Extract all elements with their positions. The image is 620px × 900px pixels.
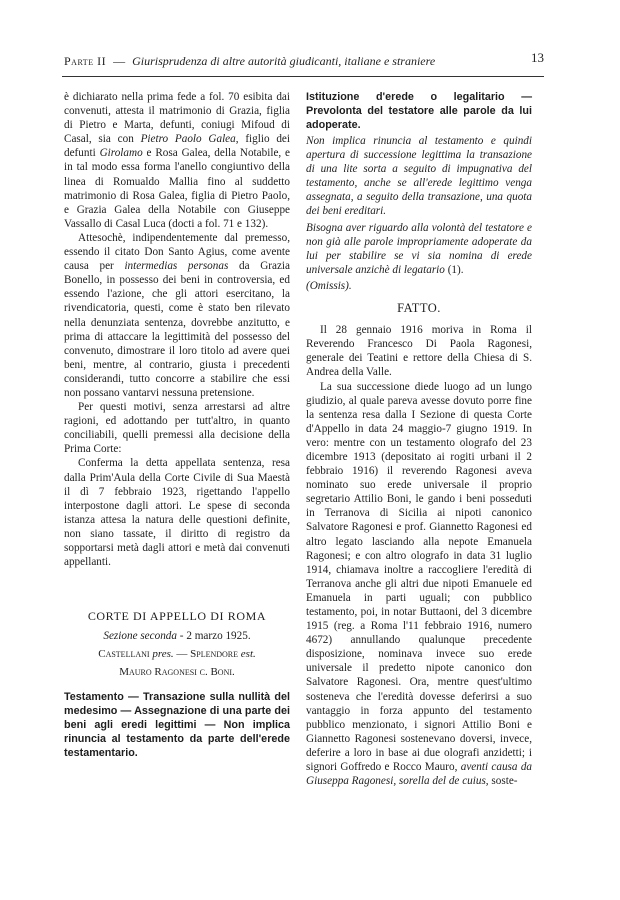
paragraph: Il 28 gennaio 1916 moriva in Roma il Reverendo Francesco Di Paola Ragonesi, generale dei Teatini e rettore della Chiesa di S. Andrea della Valle. [306,324,532,379]
maxim-paragraph: Non implica rinuncia al testamento e quindi apertura di successione legittima la transazione di una lite sorta a seguito di impugnativa del testamento, anche se all'erede legittimo venga assegnata, a seguito della transazione, una quota dei beni ereditari. [306,135,532,218]
session-line: Sezione seconda - 2 marzo 1925. [103,630,251,643]
paragraph: Conferma la detta appellata sentenza, resa dalla Prim'Aula della Corte Civile di Sua Maestà il dì 7 febbraio 1923, rigettando l'appello interpostone dagli attori. Le spese di seconda istanza attesa la natura delle questioni definite, non siano tassate, il diritto di registro da sopportarsi metà dagli attori e metà dai convenuti appellanti. [64,457,290,569]
page-number: 13 [531,50,544,65]
case-parties: Mauro Ragonesi c. Boni. [119,666,235,679]
paragraph: La sua successione diede luogo ad un lungo giudizio, al quale pareva avesse dovuto porre fine la sentenza resa dalla I Sezione di questa Corte d'Appello in data 24 maggio-7 giugno 1919. In vero: mentre con un testamento olografo del 23 dicembre 1913 (depositato ai rogiti urbani il 2 febbraio 1916) il reverendo Ragonesi aveva nominato suo erede universale il proprio segretario Attilio Boni, le gando i beni posseduti in Terranova di Sicilia ai nipoti canonico Salvatore Ragonesi e prof. Giannetto Ragonesi ed altro legato lasciando alla nepote Emanuela Ragonesi; e con altro olografo in data 31 luglio 1914, chiamava inoltre a raccogliere l'eredità di Terranova anche gli altri due nipoti Emanuele ed Emanuela in parti uguali; con pubblico testamento, poi, in notar Buttaoni, del 3 dicembre 1915 (reg. a Roma l'11 febbraio 1916, numero 4672) annullando qualunque precedente disposizione, nominava invece suo erede universale il predetto nipote canonico don Salvatore Ragonesi. Ora, mentre quest'ultimo sosteneva che l'eredità dovesse deferirsi a suo vantaggio in forza appunto del testamento pubblico menzionato, i signori Attilio Boni e Giannetto Ragonesi sostenevano doversi, invece, deferire a loro in base ai due olografi anzidetti; i signori Goffredo e Rocco Mauro, aventi causa da Giuseppa Ragonesi, sorella del de cuius, soste- [306,380,533,788]
paragraph: Attesochè, indipendentemente dal premesso, essendo il citato Don Santo Agius, come avente causa per intermedias personas da Grazia Bonello, in possesso dei beni in controversia, ed essendo l'azione, che gli attori esercitano, la rivendicatoria, questi, come è stato ben rilevato nella denunziata sentenza, dovrebbe anzitutto, e prima di attaccare la legittimità del possesso del convenuto, dimostrare il loro titolo ad avere quei beni, mentre, al contrario, giusta i precedenti considerandi, tutto concorre a stabilire che essi non possano vantarvi nessuna pretensione. [64,231,291,399]
judges-line: Castellani pres. — Splendore est. [98,648,256,661]
omissis: (Omissis). [306,279,352,292]
headnote: Testamento — Transazione sulla nullità del medesimo — Assegnazione di una parte dei beni agli eredi legittimi — Non implica rinuncia al testamento da parte dell'erede testamentario. [64,690,290,759]
part-label: Parte II [64,54,107,68]
maxim-paragraph: Bisogna aver riguardo alla volontà del testatore e non già alle parole impropriamente adoperate da lui per stabilire se vi sia nomina di erede universale anzichè di legatario (1). [306,221,532,276]
running-header [64,50,544,69]
running-title: Giurisprudenza di altre autorità giudicanti, italiane e straniere [132,54,436,68]
paragraph: è dichiarato nella prima fede a fol. 70 esibita dai convenuti, attesta il matrimonio di Grazia, figlia di Pietro e Marta, defunti, coniugi Mifoud di Casal, sia con Pietro Paolo Galea, figlio dei defunti Girolamo e Rosa Galea, della Notabile, e in tal modo essa forma l'anello congiuntivo della linea di Romualdo Mallia fino al suddetto matrimonio di Rosa Galea, figlia di Pietro Paolo, e Grazia Galea della Notabile con Giuseppe Vassallo di Casal Luca (docti a fol. 71 e 132). [64,91,291,230]
header-rule [62,76,544,77]
header-separator: — [113,54,126,68]
right-column [306,90,532,788]
court-heading: CORTE DI APPELLO DI ROMA [87,609,267,624]
section-heading: FATTO. [397,301,441,316]
left-column [64,90,290,760]
headnote: Istituzione d'erede o legalitario — Prevolonta del testatore alle parole da lui adoperate. [306,91,532,131]
paragraph: Per questi motivi, senza arrestarsi ad altre ragioni, ed adottando per tutt'altro, in quanto conciliabili, quelli premessi alla decisione della Prima Corte: [64,401,290,456]
